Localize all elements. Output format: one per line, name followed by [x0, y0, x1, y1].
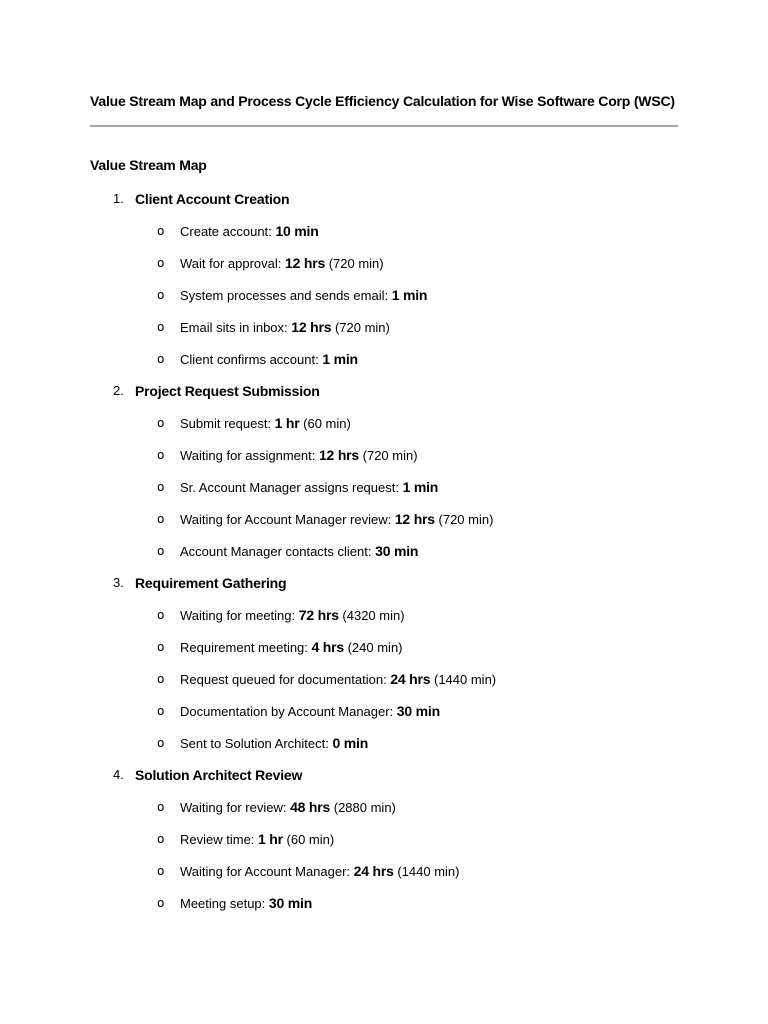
list-item — [0, 893, 768, 925]
step-title: Client Account Creation — [135, 191, 290, 207]
item-label: Client confirms account: — [180, 352, 323, 367]
item-text — [180, 509, 493, 530]
item-label: Meeting setup: — [180, 896, 269, 911]
bullet-icon: o — [157, 736, 165, 750]
bullet-icon: o — [157, 800, 165, 814]
item-label: Request queued for documentation: — [180, 672, 391, 687]
bullet-icon: o — [157, 864, 165, 878]
item-text — [180, 637, 403, 658]
item-label: Email sits in inbox: — [180, 320, 292, 335]
bullet-icon: o — [157, 896, 165, 910]
item-minutes: (240 min) — [343, 640, 403, 655]
item-duration: 30 min — [268, 895, 313, 911]
item-duration: 24 hrs — [353, 863, 394, 879]
bullet-icon: o — [157, 448, 165, 462]
list-item — [0, 829, 768, 861]
item-duration: 12 hrs — [318, 447, 360, 463]
item-duration: 1 hr — [258, 831, 283, 847]
title-divider — [90, 125, 678, 127]
item-label: Sr. Account Manager assigns request: — [180, 480, 403, 495]
item-duration: 1 min — [402, 479, 439, 495]
item-minutes: (4320 min) — [338, 608, 405, 623]
item-text — [180, 285, 427, 306]
item-text — [180, 317, 390, 338]
item-duration: 30 min — [396, 703, 440, 719]
bullet-icon: o — [157, 640, 165, 654]
item-label: Waiting for Account Manager: — [180, 864, 354, 879]
item-minutes: (2880 min) — [330, 800, 396, 815]
item-minutes: (720 min) — [359, 448, 418, 463]
item-label: Wait for approval: — [180, 256, 286, 271]
list-item — [0, 285, 768, 317]
item-duration: 24 hrs — [390, 671, 431, 687]
item-text — [180, 349, 358, 370]
list-item — [0, 413, 768, 445]
item-text — [180, 541, 418, 562]
step-title: Solution Architect Review — [135, 767, 303, 783]
item-duration: 12 hrs — [285, 255, 326, 271]
item-text — [180, 733, 368, 754]
item-duration: 4 hrs — [311, 639, 344, 655]
item-text — [180, 829, 334, 850]
bullet-icon: o — [157, 288, 165, 302]
item-label: Waiting for Account Manager review: — [180, 512, 395, 527]
bullet-icon: o — [157, 512, 165, 526]
list-item — [0, 637, 768, 669]
item-text — [180, 605, 405, 626]
item-duration: 1 hr — [274, 415, 300, 431]
item-text — [180, 413, 351, 434]
item-label: Documentation by Account Manager: — [180, 704, 397, 719]
item-label: Waiting for review: — [180, 800, 291, 815]
value-stream-list — [0, 189, 768, 925]
step-title: Project Request Submission — [135, 383, 320, 399]
bullet-icon: o — [157, 224, 165, 238]
bullet-icon: o — [157, 832, 165, 846]
item-text — [180, 893, 312, 914]
step-number: 2. — [113, 383, 124, 398]
item-minutes: (720 min) — [434, 512, 494, 527]
list-item — [0, 541, 768, 573]
bullet-icon: o — [157, 480, 165, 494]
bullet-icon: o — [157, 352, 165, 366]
list-item — [0, 221, 768, 253]
item-duration: 30 min — [375, 543, 419, 559]
item-label: Review time: — [180, 832, 259, 847]
item-text — [180, 701, 440, 722]
item-duration: 10 min — [275, 223, 319, 239]
list-item — [0, 733, 768, 765]
item-minutes: (1440 min) — [393, 864, 460, 879]
bullet-icon: o — [157, 704, 165, 718]
item-label: Submit request: — [180, 416, 275, 431]
item-label: Waiting for meeting: — [180, 608, 299, 623]
item-label: Requirement meeting: — [180, 640, 312, 655]
list-item — [0, 349, 768, 381]
list-item — [0, 797, 768, 829]
item-minutes: (720 min) — [325, 256, 384, 271]
list-item — [0, 861, 768, 893]
step-number: 4. — [113, 767, 124, 782]
bullet-icon: o — [157, 320, 165, 334]
step-number: 1. — [113, 191, 124, 206]
bullet-icon: o — [157, 608, 165, 622]
item-minutes: (60 min) — [282, 832, 335, 847]
bullet-icon: o — [157, 544, 165, 558]
list-item — [0, 253, 768, 285]
item-duration: 1 min — [322, 351, 358, 367]
item-duration: 12 hrs — [291, 319, 332, 335]
item-text — [180, 221, 319, 242]
item-duration: 0 min — [332, 735, 369, 751]
list-item — [0, 317, 768, 349]
bullet-icon: o — [157, 256, 165, 270]
list-item — [0, 477, 768, 509]
item-duration: 72 hrs — [298, 607, 339, 623]
item-text — [180, 861, 459, 882]
item-minutes: (720 min) — [331, 320, 390, 335]
item-text — [180, 445, 418, 466]
list-item — [0, 605, 768, 637]
list-item — [0, 701, 768, 733]
list-item — [0, 445, 768, 477]
step-title: Requirement Gathering — [135, 575, 287, 591]
item-duration: 12 hrs — [394, 511, 435, 527]
item-text — [180, 253, 384, 274]
bullet-icon: o — [157, 672, 165, 686]
step-heading — [0, 189, 768, 221]
item-label: Create account: — [180, 224, 276, 239]
step-heading — [0, 381, 768, 413]
item-label: System processes and sends email: — [180, 288, 392, 303]
section-heading: Value Stream Map — [90, 157, 207, 173]
item-minutes: (60 min) — [299, 416, 351, 431]
list-item — [0, 669, 768, 701]
step-number: 3. — [113, 575, 124, 590]
bullet-icon: o — [157, 416, 165, 430]
item-label: Sent to Solution Architect: — [180, 736, 333, 751]
step-heading — [0, 573, 768, 605]
item-duration: 48 hrs — [290, 799, 331, 815]
step-heading — [0, 765, 768, 797]
document-title: Value Stream Map and Process Cycle Efficiency Calculation for Wise Software Corp (WSC) — [90, 93, 675, 109]
item-text — [180, 797, 396, 818]
item-duration: 1 min — [391, 287, 428, 303]
item-minutes: (1440 min) — [430, 672, 497, 687]
item-text — [180, 669, 496, 690]
item-label: Waiting for assignment: — [180, 448, 319, 463]
item-label: Account Manager contacts client: — [180, 544, 376, 559]
item-text — [180, 477, 438, 498]
list-item — [0, 509, 768, 541]
